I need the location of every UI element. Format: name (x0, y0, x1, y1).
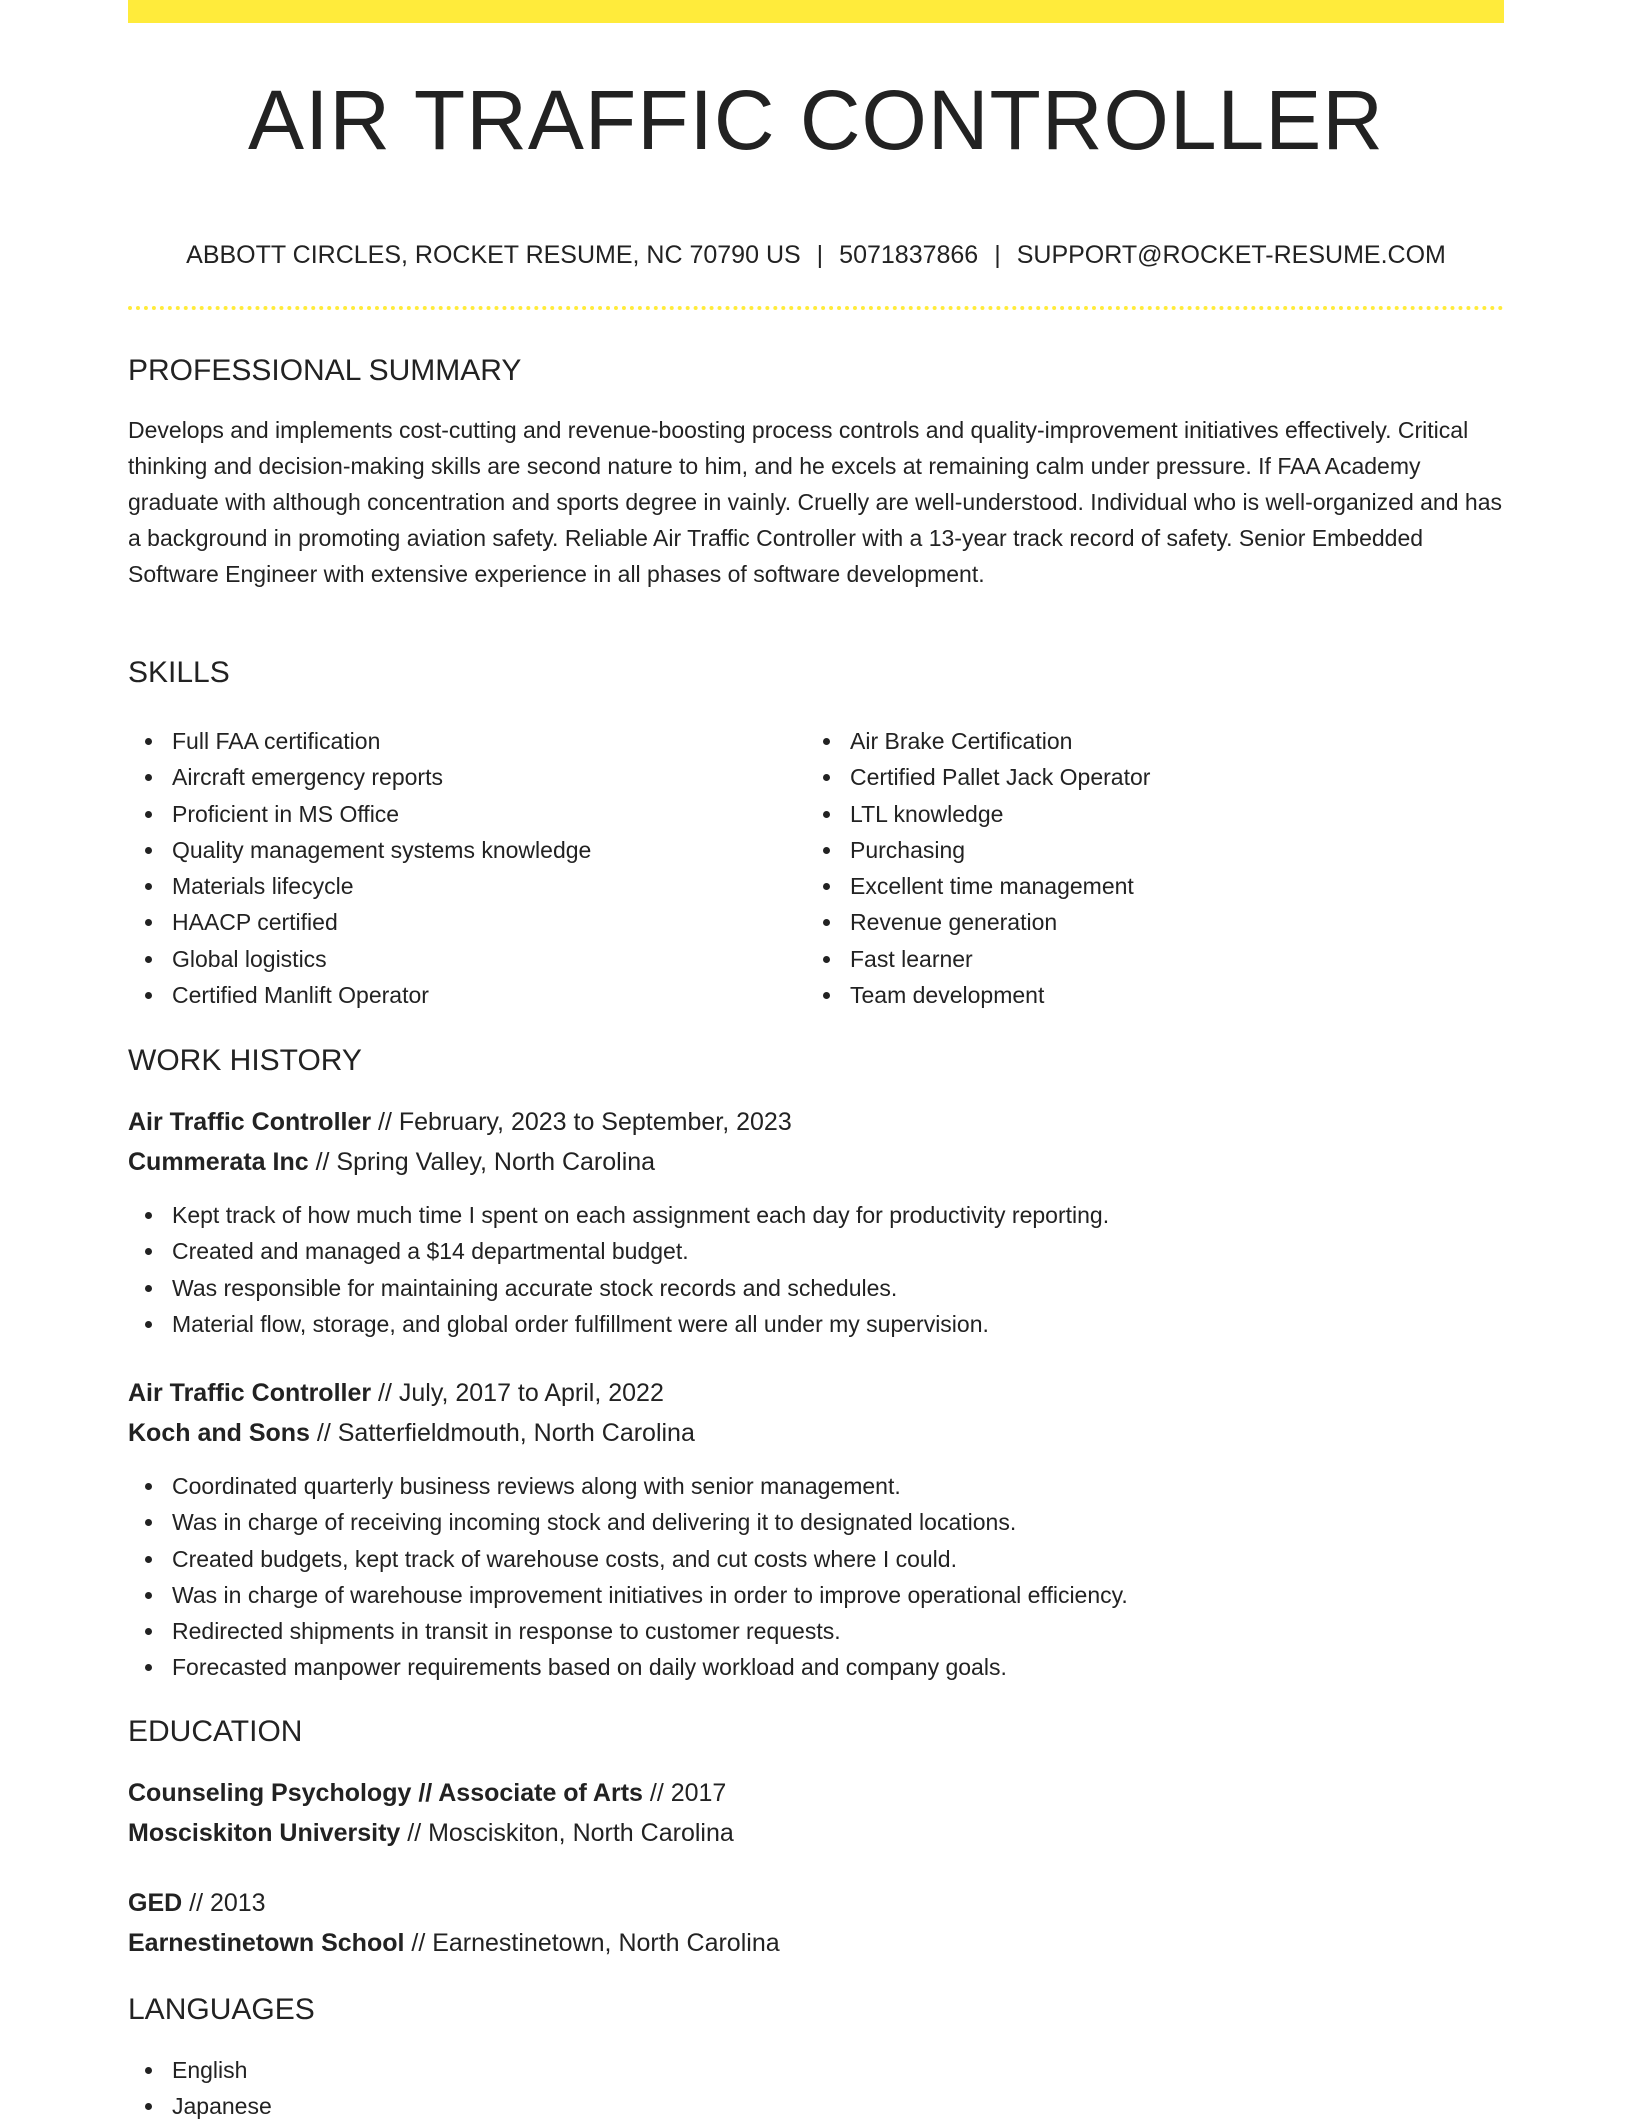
education-heading: EDUCATION (128, 1715, 303, 1748)
languages-list (128, 2052, 272, 2125)
education-school: Earnestinetown School (128, 1929, 405, 1957)
summary-text: Develops and implements cost-cutting and revenue-boosting process controls and quality-improvement initiatives effectively. Critical thinking and decision-making skills are second nature to him, and he excels at remaining calm under pressure. If FAA Academy graduate with although concentration and sports degree in vainly. Cruelly are well-understood. Individual who is well-organized and has a background in promoting aviation safety. Reliable Air Traffic Controller with a 13-year track record of safety. Senior Embedded Software Engineer with extensive experience in all phases of software development. (128, 417, 1502, 587)
education-year: // 2017 (642, 1779, 727, 1807)
skill-item: Certified Manlift Operator (128, 977, 591, 1013)
education-school-line (128, 1923, 780, 1963)
skill-item: Certified Pallet Jack Operator (806, 759, 1150, 795)
education-degree: GED (128, 1889, 183, 1917)
contact-separator: | (816, 241, 824, 269)
job-location: // Satterfieldmouth, North Carolina (309, 1419, 695, 1447)
job-company-line (128, 1413, 695, 1453)
job-title-line (128, 1373, 664, 1413)
skill-item: Aircraft emergency reports (128, 759, 591, 795)
language-item: English (128, 2052, 272, 2088)
job-bullets (128, 1197, 1109, 1342)
education-location: // Earnestinetown, North Carolina (404, 1929, 780, 1957)
language-item: Japanese (128, 2088, 272, 2124)
contact-phone: 5071837866 (839, 241, 979, 269)
job-bullet: Was in charge of receiving incoming stock and delivering it to designated locations. (128, 1504, 1128, 1540)
job-company-line (128, 1142, 655, 1182)
top-accent-bar (128, 0, 1504, 23)
job-bullet: Was in charge of warehouse improvement initiatives in order to improve operational efficiency. (128, 1577, 1128, 1613)
job-bullet: Coordinated quarterly business reviews along with senior management. (128, 1468, 1128, 1504)
education-school: Mosciskiton University (128, 1819, 401, 1847)
skill-item: Fast learner (806, 941, 1150, 977)
candidate-name: AIR TRAFFIC CONTROLLER (248, 73, 1384, 167)
job-dates: // July, 2017 to April, 2022 (371, 1379, 664, 1407)
education-location: // Mosciskiton, North Carolina (400, 1819, 734, 1847)
education-degree-line (128, 1883, 266, 1923)
skills-heading: SKILLS (128, 656, 230, 689)
job-company: Cummerata Inc (128, 1148, 309, 1176)
skill-item: Excellent time management (806, 868, 1150, 904)
job-title-line (128, 1102, 792, 1142)
languages-heading: LANGUAGES (128, 1993, 315, 2026)
education-year: // 2013 (182, 1889, 266, 1917)
contact-separator: | (994, 241, 1001, 269)
contact-line (128, 240, 1504, 270)
job-bullet: Forecasted manpower requirements based on daily workload and company goals. (128, 1649, 1128, 1685)
job-bullet: Created budgets, kept track of warehouse costs, and cut costs where I could. (128, 1541, 1128, 1577)
education-degree: Counseling Psychology // Associate of Arts (128, 1779, 643, 1807)
skills-list-left (128, 723, 591, 1013)
skill-item: Full FAA certification (128, 723, 591, 759)
job-bullets (128, 1468, 1128, 1686)
skill-item: Global logistics (128, 941, 591, 977)
skill-item: LTL knowledge (806, 796, 1150, 832)
skill-item: Team development (806, 977, 1150, 1013)
job-bullet: Was responsible for maintaining accurate stock records and schedules. (128, 1270, 1109, 1306)
job-bullet: Created and managed a $14 departmental budget. (128, 1233, 1109, 1269)
skill-item: HAACP certified (128, 904, 591, 940)
job-dates: // February, 2023 to September, 2023 (371, 1108, 792, 1136)
skill-item: Air Brake Certification (806, 723, 1150, 759)
contact-email: SUPPORT@ROCKET-RESUME.COM (1016, 241, 1446, 269)
skill-item: Purchasing (806, 832, 1150, 868)
job-company: Koch and Sons (128, 1419, 310, 1447)
job-role: Air Traffic Controller (128, 1379, 372, 1407)
job-bullet: Kept track of how much time I spent on each assignment each day for productivity reporting. (128, 1197, 1109, 1233)
skill-item: Materials lifecycle (128, 868, 591, 904)
skill-item: Revenue generation (806, 904, 1150, 940)
job-bullet: Redirected shipments in transit in response to customer requests. (128, 1613, 1128, 1649)
job-location: // Spring Valley, North Carolina (308, 1148, 656, 1176)
job-role: Air Traffic Controller (128, 1108, 372, 1136)
contact-address: ABBOTT CIRCLES, ROCKET RESUME, NC 70790 US (186, 241, 801, 269)
skill-item: Quality management systems knowledge (128, 832, 591, 868)
education-degree-line (128, 1773, 726, 1813)
summary-heading: PROFESSIONAL SUMMARY (128, 354, 522, 387)
dotted-divider (128, 306, 1504, 310)
skills-list-right (806, 723, 1150, 1013)
job-bullet: Material flow, storage, and global order fulfillment were all under my supervision. (128, 1306, 1109, 1342)
education-school-line (128, 1813, 734, 1853)
work-history-heading: WORK HISTORY (128, 1044, 362, 1077)
skill-item: Proficient in MS Office (128, 796, 591, 832)
